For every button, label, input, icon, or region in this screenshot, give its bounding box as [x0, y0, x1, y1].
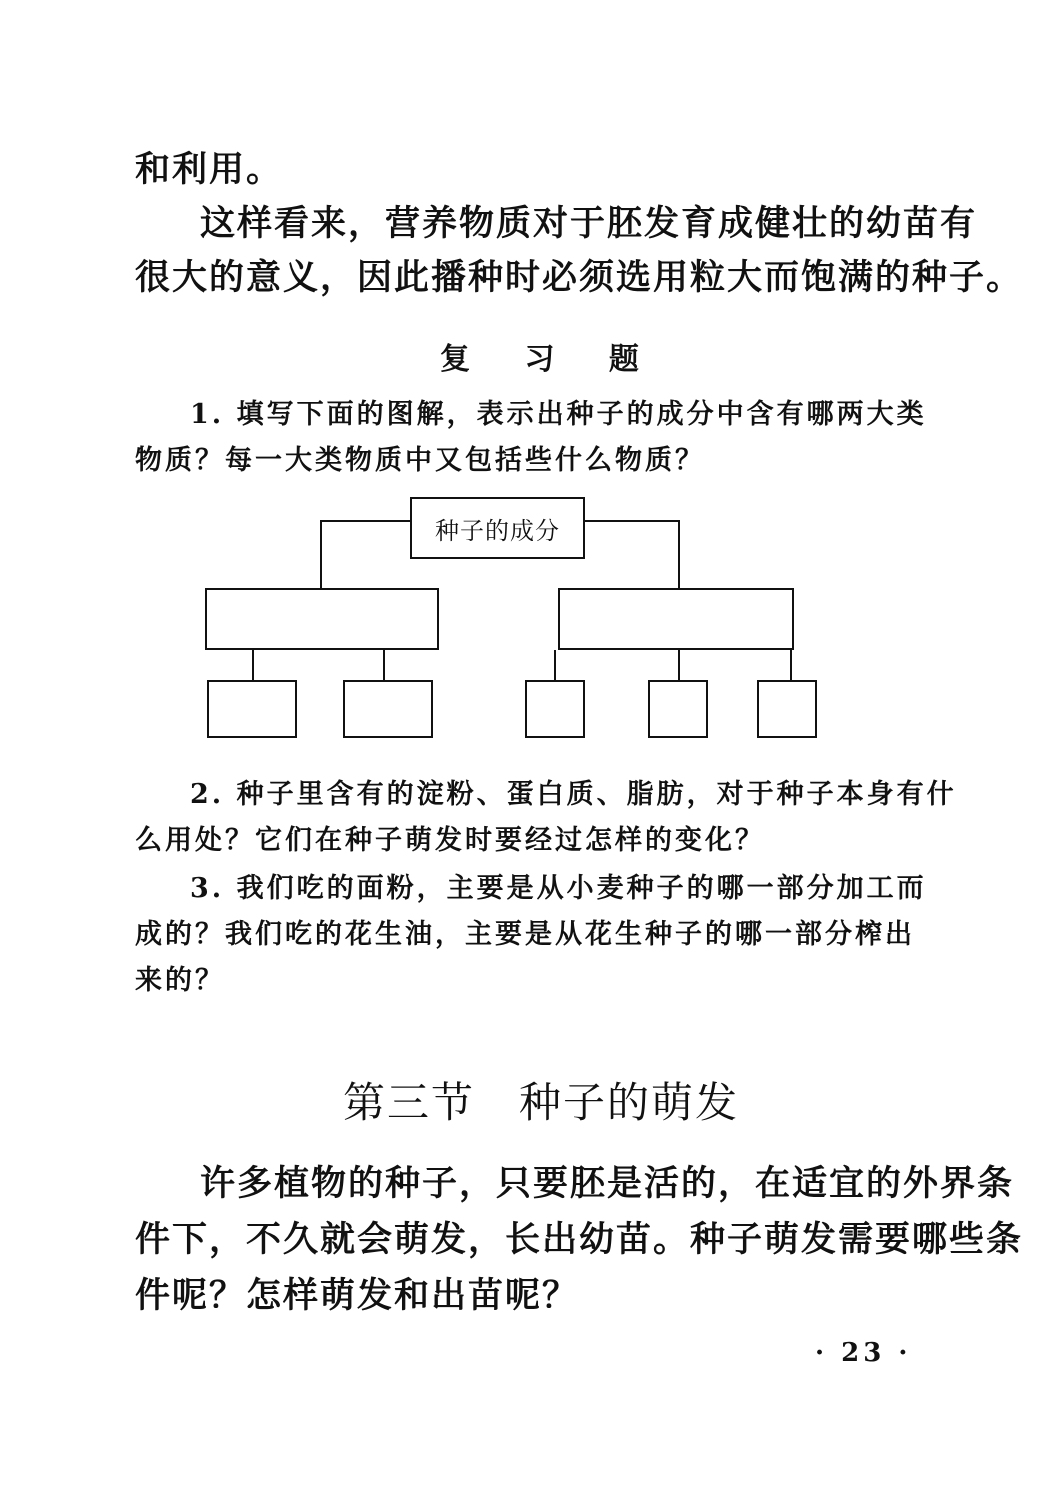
diagram-leaf-box-5 [757, 680, 817, 738]
question3-line1: 3. 我们吃的面粉，主要是从小麦种子的哪一部分加工而 [190, 873, 927, 904]
diagram-root-label: 种子的成分 [435, 516, 560, 545]
diagram-leaf-box-1 [207, 680, 297, 738]
question3-line2: 成的？我们吃的花生油，主要是从花生种子的哪一部分榨出 [135, 919, 915, 950]
diagram-connector-left-v [320, 520, 322, 590]
question1-line1: 1. 填写下面的图解，表示出种子的成分中含有哪两大类 [190, 399, 927, 430]
diagram-stem-2 [383, 650, 385, 680]
paragraph1-line2: 这样看来，营养物质对于胚发育成健壮的幼苗有 [200, 203, 978, 244]
question2-line2: 么用处？它们在种子萌发时要经过怎样的变化？ [135, 825, 765, 856]
section-paragraph-line3: 件呢？怎样萌发和出苗呢？ [135, 1275, 580, 1316]
question3-line3: 来的？ [135, 965, 225, 996]
review-heading: 复 习 题 [440, 342, 661, 377]
paragraph1-line1: 和利用。 [135, 149, 284, 190]
section-paragraph-line1: 许多植物的种子，只要胚是活的，在适宜的外界条 [200, 1163, 1015, 1204]
diagram-stem-1 [252, 650, 254, 680]
diagram-connector-left-h [320, 520, 410, 522]
diagram-connector-right-v [678, 520, 680, 588]
diagram-leaf-box-4 [648, 680, 708, 738]
diagram-leaf-box-2 [343, 680, 433, 738]
question1-line2: 物质？每一大类物质中又包括些什么物质？ [135, 445, 705, 476]
paragraph1-line3: 很大的意义，因此播种时必须选用粒大而饱满的种子。 [135, 257, 1024, 298]
diagram-root-box [410, 497, 585, 559]
diagram-stem-4 [678, 650, 680, 680]
diagram-stem-3 [554, 650, 556, 680]
question2-line1: 2. 种子里含有的淀粉、蛋白质、脂肪，对于种子本身有什 [190, 779, 957, 810]
diagram-leaf-box-3 [525, 680, 585, 738]
section-paragraph-line2: 件下，不久就会萌发，长出幼苗。种子萌发需要哪些条 [135, 1219, 1024, 1260]
diagram-connector-right-h [585, 520, 678, 522]
page-number: · 23 · [815, 1338, 912, 1368]
diagram-category-box-right [558, 588, 794, 650]
diagram-stem-5 [790, 650, 792, 680]
section-title: 第三节 种子的萌发 [343, 1078, 740, 1127]
diagram-category-box-left [205, 588, 439, 650]
